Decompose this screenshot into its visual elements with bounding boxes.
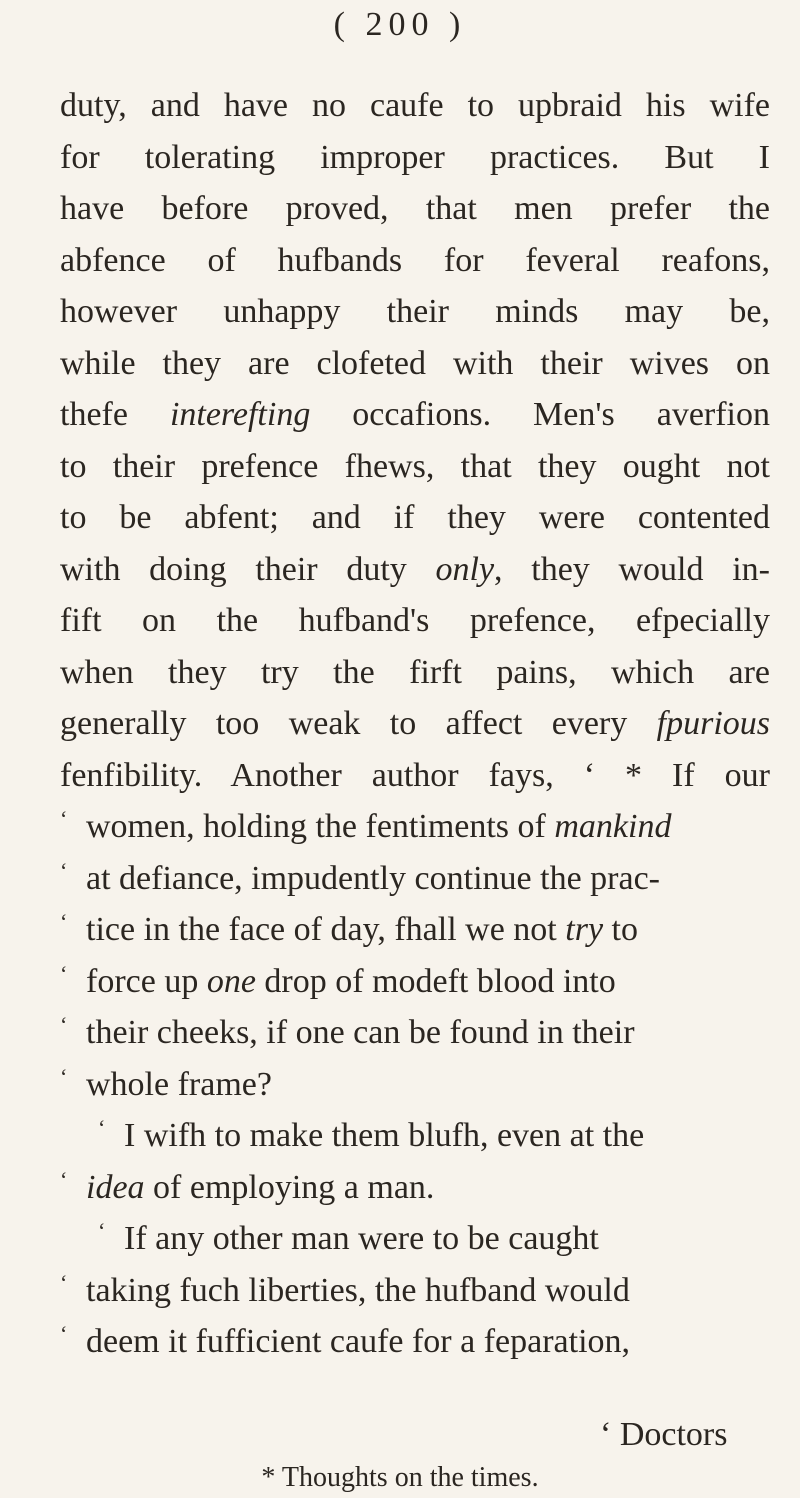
text-line: abfence of hufbands for feveral reafons, bbox=[60, 241, 770, 279]
text-line: with doing their duty only, they would in- bbox=[60, 550, 770, 588]
text-line: for tolerating improper practices. But I bbox=[60, 138, 770, 176]
text-line: generally too weak to affect every fpurious bbox=[60, 705, 770, 742]
text-line: when they try the firft pains, which are bbox=[60, 653, 770, 691]
text-line: thefe interefting occafions. Men's averfion bbox=[60, 396, 770, 433]
quote-mark: ‘ bbox=[60, 1063, 68, 1089]
quote-mark: ‘ bbox=[60, 1321, 68, 1346]
quoted-line: ‘ If any other man were to be caught bbox=[60, 1213, 770, 1265]
quoted-line: ‘ taking fuch liberties, the hufband would bbox=[60, 1265, 770, 1317]
text-line: while they are clofeted with their wives on bbox=[60, 344, 770, 382]
quoted-line: ‘ idea of employing a man. bbox=[60, 1162, 770, 1214]
quote-mark: ‘ bbox=[60, 1166, 68, 1192]
body-text bbox=[60, 80, 770, 1368]
quoted-line: ‘ whole frame? bbox=[60, 1059, 770, 1111]
italic-word: interefting bbox=[169, 396, 311, 433]
italic-word: mankind bbox=[554, 808, 672, 845]
italic-word: idea bbox=[86, 1168, 145, 1206]
italic-word: one bbox=[206, 962, 256, 1000]
text-line: fenfibility. Another author fays, ‘ * If our bbox=[60, 756, 770, 794]
quote-mark: ‘ bbox=[98, 1115, 106, 1140]
italic-word: only bbox=[435, 550, 495, 588]
quote-mark: ‘ bbox=[60, 857, 68, 883]
footnote: * Thoughts on the times. bbox=[261, 1462, 539, 1493]
italic-word: fpurious bbox=[656, 705, 770, 742]
text-line: duty, and have no caufe to upbraid his wife bbox=[60, 87, 770, 124]
page-number: ( 200 ) bbox=[333, 6, 467, 43]
quote-mark: ‘ bbox=[60, 806, 68, 831]
quote-mark: ‘ bbox=[98, 1218, 106, 1243]
quoted-line: ‘ tice in the face of day, fhall we not try to bbox=[60, 904, 770, 956]
quoted-line: ‘ deem it fufficient caufe for a feparation, bbox=[60, 1316, 770, 1368]
quote-mark: ‘ bbox=[60, 960, 68, 986]
catchword: ‘ Doctors bbox=[600, 1416, 728, 1453]
quote-mark: ‘ bbox=[60, 1012, 68, 1037]
quoted-line: ‘ at defiance, impudently continue the prac- bbox=[60, 853, 770, 905]
text-line: to be abfent; and if they were contented bbox=[60, 499, 770, 536]
text-line: have before proved, that men prefer the bbox=[60, 190, 770, 227]
quote-mark: ‘ bbox=[60, 1269, 68, 1295]
quoted-line: ‘ force up one drop of modeft blood into bbox=[60, 956, 770, 1008]
text-line: to their prefence fhews, that they ought not bbox=[60, 447, 770, 485]
quoted-line: ‘ I wifh to make them blufh, even at the bbox=[60, 1110, 770, 1162]
text-line: however unhappy their minds may be, bbox=[60, 293, 770, 330]
text-line: fift on the hufband's prefence, efpecially bbox=[60, 602, 770, 639]
italic-word: try bbox=[565, 911, 604, 948]
quote-mark: ‘ bbox=[60, 909, 68, 934]
quoted-line: ‘ their cheeks, if one can be found in their bbox=[60, 1007, 770, 1059]
quoted-line: ‘ women, holding the fentiments of mankind bbox=[60, 801, 770, 853]
